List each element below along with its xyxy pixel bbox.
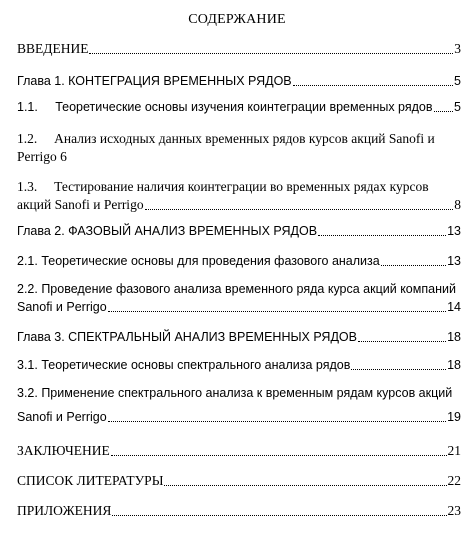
toc-entry-text: 3.1. Теоретические основы спектрального анализа рядов [17,358,351,372]
toc-entry-section-2-1[interactable] [17,252,461,270]
toc-entry-bibliography[interactable] [17,472,461,490]
toc-entry-section-3-1[interactable] [17,356,461,374]
toc-entry-section-1-3[interactable] [17,178,461,214]
toc-entry-conclusion[interactable] [17,442,461,460]
leader-dots [381,265,446,266]
leader-dots [111,455,447,456]
toc-entry-text-line1: 3.2. Применение спектрального анализа к временным рядам курсов акций [17,386,453,400]
leader-dots [89,53,453,54]
toc-entry-section-1-1[interactable] [17,98,461,116]
toc-entry-text: ВВЕДЕНИЕ [17,41,89,56]
leader-dots [351,369,446,370]
leader-dots [293,85,453,86]
toc-entry-text: Perrigo 6 [17,149,67,164]
toc-entry-text-line1: 2.2. Проведение фазового анализа временного ряда курса акций компаний [17,282,456,296]
toc-entry-text: ЗАКЛЮЧЕНИЕ [17,443,110,458]
toc-entry-chapter-1[interactable] [17,72,461,90]
toc-entry-introduction[interactable] [17,40,461,58]
toc-entry-text: Sanofi и Perrigo [17,410,107,424]
toc-entry-text: 2.1. Теоретические основы для проведения фазового анализа [17,254,380,268]
toc-page-number: 13 [447,254,461,268]
toc-entry-text: Глава 2. ФАЗОВЫЙ АНАЛИЗ ВРЕМЕННЫХ РЯДОВ [17,224,318,238]
leader-dots [434,111,454,112]
toc-page-number: 18 [447,330,461,344]
toc-entry-section-1-2[interactable] [17,130,461,166]
leader-dots [108,421,446,422]
toc-page-number: 23 [447,503,461,518]
toc-page-number: 22 [447,473,461,488]
toc-entry-chapter-2[interactable] [17,222,461,240]
toc-page-number: 8 [454,197,461,212]
toc-entry-text: Sanofi и Perrigo [17,300,107,314]
toc-entry-text: акций Sanofi и Perrigo [17,197,144,212]
leader-dots [108,311,446,312]
toc-entry-text: Глава 1. КОНТЕГРАЦИЯ ВРЕМЕННЫХ РЯДОВ [17,74,292,88]
toc-entry-text: Глава 3. СПЕКТРАЛЬНЫЙ АНАЛИЗ ВРЕМЕННЫХ РЯДОВ [17,330,357,344]
toc-page-number: 13 [447,224,461,238]
leader-dots [358,341,446,342]
toc-entry-text-line1: 1.2. Анализ исходных данных временных рядов курсов акций Sanofi и [17,131,435,146]
toc-entry-text: 1.1. Теоретические основы изучения коинтеграции временных рядов [17,100,433,114]
toc-title: СОДЕРЖАНИЕ [188,12,286,27]
toc-page-number: 18 [447,358,461,372]
leader-dots [318,235,446,236]
toc-page-number: 19 [447,410,461,424]
toc-page-number: 3 [454,41,461,56]
toc-entry-appendices[interactable] [17,502,461,520]
toc-entry-text: СПИСОК ЛИТЕРАТУРЫ [17,473,164,488]
toc-entry-text: ПРИЛОЖЕНИЯ [17,503,112,518]
toc-entry-chapter-3[interactable] [17,328,461,346]
toc-entry-section-3-2[interactable] [17,384,461,426]
toc-page-number: 21 [447,443,461,458]
toc-page-number: 5 [454,74,461,88]
toc-entry-text-line1: 1.3. Тестирование наличия коинтеграции во временных рядах курсов [17,179,429,194]
toc-entry-section-2-2[interactable] [17,280,461,316]
leader-dots [145,209,454,210]
toc-page-number: 5 [454,100,461,114]
leader-dots [164,485,446,486]
toc-page-number: 14 [447,300,461,314]
leader-dots [112,515,446,516]
